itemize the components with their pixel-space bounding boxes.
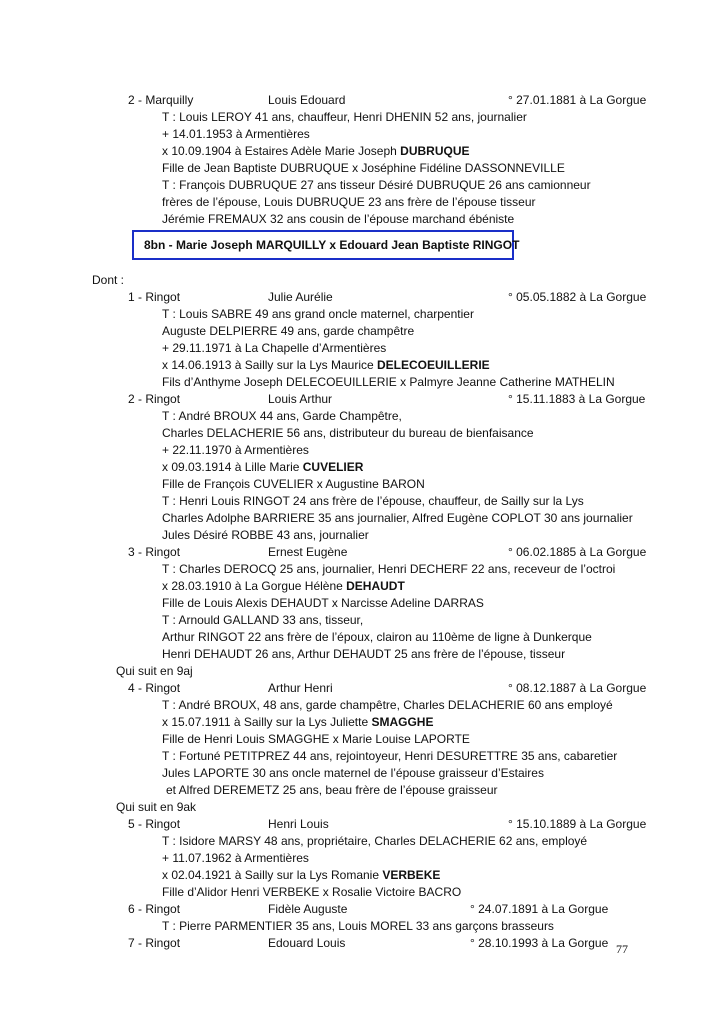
text-line: Auguste DELPIERRE 49 ans, garde champêtre: [162, 324, 415, 338]
text-line: Jules LAPORTE 30 ans oncle maternel de l’épouse graisseur d’Estaires: [162, 766, 544, 780]
text-line: Fille de Louis Alexis DEHAUDT x Narcisse Adeline DARRAS: [162, 596, 484, 610]
text-line: T : François DUBRUQUE 27 ans tisseur Désiré DUBRUQUE 26 ans camionneur: [162, 178, 591, 192]
spouse-surname: CUVELIER: [302, 460, 364, 474]
text-line: + 22.11.1970 à Armentières: [162, 443, 309, 457]
entry-birth: ° 28.10.1993 à La Gorgue: [470, 936, 609, 950]
entry-birth: ° 15.11.1883 à La Gorgue: [508, 392, 646, 406]
marriage-text: x 14.06.1913 à Sailly sur la Lys Maurice: [162, 358, 377, 372]
entry-birth: ° 08.12.1887 à La Gorgue: [508, 681, 647, 695]
text-line: Fille de Jean Baptiste DUBRUQUE x Joséphine Fidéline DASSONNEVILLE: [162, 161, 565, 175]
section-title-box: [132, 230, 520, 260]
marriage-line: [162, 460, 363, 474]
text-line: Jérémie FREMAUX 32 ans cousin de l’épouse marchand ébéniste: [162, 212, 515, 226]
text-line: Jules Désiré ROBBE 43 ans, journalier: [162, 528, 369, 542]
text-line: T : Louis SABRE 49 ans grand oncle maternel, charpentier: [162, 307, 474, 321]
follow-note: Qui suit en 9ak: [116, 800, 197, 814]
entry-birth: ° 15.10.1889 à La Gorgue: [508, 817, 647, 831]
entry-label: 6 - Ringot: [128, 902, 181, 916]
marriage-line: [162, 144, 470, 158]
text-line: T : Pierre PARMENTIER 35 ans, Louis MOREL 33 ans garçons brasseurs: [162, 919, 554, 933]
text-line: + 29.11.1971 à La Chapelle d’Armentières: [162, 341, 387, 355]
entry-label: 3 - Ringot: [128, 545, 181, 559]
marriage-line: [162, 868, 440, 882]
entry-first-names: Edouard Louis: [268, 936, 346, 950]
marriage-line: [162, 715, 433, 729]
marriage-text: x 28.03.1910 à La Gorgue Hélène: [162, 579, 347, 593]
text-line: Charles Adolphe BARRIERE 35 ans journalier, Alfred Eugène COPLOT 30 ans journalier: [162, 511, 633, 525]
spouse-surname: DUBRUQUE: [400, 144, 470, 158]
text-line: T : André BROUX 44 ans, Garde Champêtre,: [162, 409, 402, 423]
text-line: + 11.07.1962 à Armentières: [162, 851, 309, 865]
text-line: T : Isidore MARSY 48 ans, propriétaire, Charles DELACHERIE 62 ans, employé: [162, 834, 588, 848]
marriage-line: [162, 579, 405, 593]
entry-first-names: Louis Edouard: [268, 93, 346, 107]
text-line: frères de l’épouse, Louis DUBRUQUE 23 ans frère de l’épouse tisseur: [162, 195, 536, 209]
entry-birth: ° 24.07.1891 à La Gorgue: [470, 902, 609, 916]
entry-first-names: Louis Arthur: [268, 392, 333, 406]
entry-label: 2 - Marquilly: [128, 93, 194, 107]
entry-birth: ° 06.02.1885 à La Gorgue: [508, 545, 647, 559]
spouse-surname: VERBEKE: [382, 868, 441, 882]
page-number: 77: [616, 942, 628, 956]
marriage-text: x 15.07.1911 à Sailly sur la Lys Juliette: [162, 715, 372, 729]
dont-label: Dont :: [92, 273, 125, 287]
text-line: Henri DEHAUDT 26 ans, Arthur DEHAUDT 25 ans frère de l’épouse, tisseur: [162, 647, 566, 661]
marriage-line: [162, 358, 490, 372]
text-line: et Alfred DEREMETZ 25 ans, beau frère de l’épouse graisseur: [166, 783, 498, 797]
text-line: Charles DELACHERIE 56 ans, distributeur du bureau de bienfaisance: [162, 426, 534, 440]
entry-first-names: Henri Louis: [268, 817, 329, 831]
spouse-surname: SMAGGHE: [371, 715, 434, 729]
entry-label: 5 - Ringot: [128, 817, 181, 831]
entry-label: 4 - Ringot: [128, 681, 181, 695]
text-line: Fille de Henri Louis SMAGGHE x Marie Louise LAPORTE: [162, 732, 470, 746]
marriage-text: x 10.09.1904 à Estaires Adèle Marie Joseph: [162, 144, 401, 158]
text-line: T : Fortuné PETITPREZ 44 ans, rejointoyeur, Henri DESURETTRE 35 ans, cabaretier: [162, 749, 618, 763]
entry-label: 7 - Ringot: [128, 936, 181, 950]
entry-birth: ° 27.01.1881 à La Gorgue: [508, 93, 647, 107]
marriage-text: x 02.04.1921 à Sailly sur la Lys Romanie: [162, 868, 383, 882]
entry-first-names: Fidèle Auguste: [268, 902, 348, 916]
follow-note: Qui suit en 9aj: [116, 664, 193, 678]
entry-first-names: Ernest Eugène: [268, 545, 348, 559]
text-line: T : Charles DEROCQ 25 ans, journalier, Henri DECHERF 22 ans, receveur de l’octroi: [162, 562, 616, 576]
text-line: Fille de François CUVELIER x Augustine BARON: [162, 477, 425, 491]
text-line: Fille d’Alidor Henri VERBEKE x Rosalie Victoire BACRO: [162, 885, 462, 899]
text-line: Arthur RINGOT 22 ans frère de l’époux, clairon au 110ème de ligne à Dunkerque: [162, 630, 592, 644]
spouse-surname: DEHAUDT: [346, 579, 405, 593]
text-line: T : Arnould GALLAND 33 ans, tisseur,: [162, 613, 364, 627]
entry-first-names: Julie Aurélie: [268, 290, 333, 304]
entry-first-names: Arthur Henri: [268, 681, 333, 695]
entry-label: 1 - Ringot: [128, 290, 181, 304]
text-line: Fils d’Anthyme Joseph DELECOEUILLERIE x Palmyre Jeanne Catherine MATHELIN: [162, 375, 615, 389]
text-line: T : Louis LEROY 41 ans, chauffeur, Henri DHENIN 52 ans, journalier: [162, 110, 527, 124]
section-title: 8bn - Marie Joseph MARQUILLY x Edouard Jean Baptiste RINGOT: [144, 238, 520, 252]
spouse-surname: DELECOEUILLERIE: [377, 358, 490, 372]
marriage-text: x 09.03.1914 à Lille Marie: [162, 460, 303, 474]
entry-birth: ° 05.05.1882 à La Gorgue: [508, 290, 647, 304]
text-line: T : André BROUX, 48 ans, garde champêtre, Charles DELACHERIE 60 ans employé: [162, 698, 613, 712]
text-line: + 14.01.1953 à Armentières: [162, 127, 310, 141]
entry-label: 2 - Ringot: [128, 392, 181, 406]
text-line: T : Henri Louis RINGOT 24 ans frère de l’épouse, chauffeur, de Sailly sur la Lys: [162, 494, 584, 508]
